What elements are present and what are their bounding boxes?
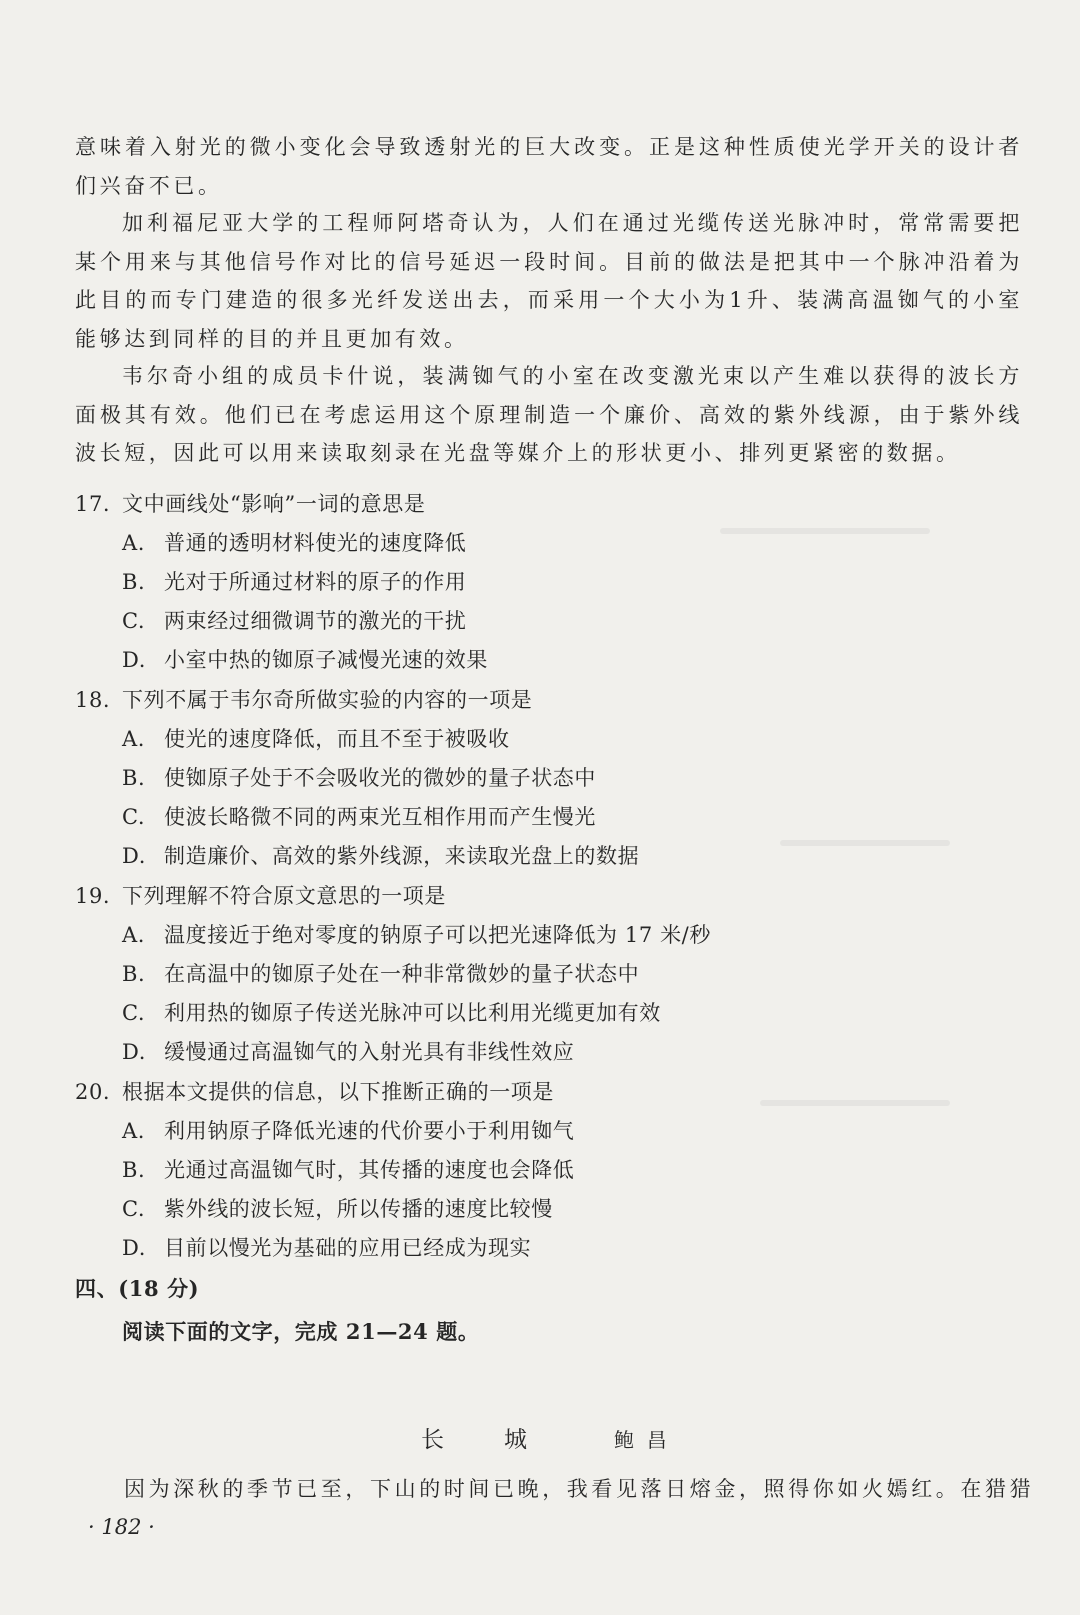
article-author: 鲍 昌 <box>614 1428 667 1452</box>
article-title-char-2: 城 <box>504 1427 527 1453</box>
option-b: B. 光对于所通过材料的原子的作用 <box>122 570 467 594</box>
question-number: 18. <box>75 688 111 712</box>
option-d: D. 目前以慢光为基础的应用已经成为现实 <box>122 1236 532 1260</box>
option-b: B. 光通过高温铷气时，其传播的速度也会降低 <box>122 1158 575 1182</box>
option-d: D. 制造廉价、高效的紫外线源，来读取光盘上的数据 <box>122 844 640 868</box>
question-stem: 文中画线处“影响”一词的意思是 <box>122 492 426 516</box>
passage-paragraph-1: 意味着入射光的微小变化会导致透射光的巨大改变。正是这种性质使光学开关的设计者们兴奋不已。 <box>75 135 1023 198</box>
option-b: B. 在高温中的铷原子处在一种非常微妙的量子状态中 <box>122 962 640 986</box>
page-number: · 182 · <box>88 1515 155 1539</box>
option-a: A. 使光的速度降低，而且不至于被吸收 <box>122 727 510 751</box>
option-c: C. 紫外线的波长短，所以传播的速度比较慢 <box>122 1197 553 1221</box>
question-stem: 下列理解不符合原文意思的一项是 <box>122 884 446 908</box>
option-b: B. 使铷原子处于不会吸收光的微妙的量子状态中 <box>122 766 596 790</box>
bleed-through-mark <box>760 1100 950 1106</box>
section-heading: 四、(18 分) <box>75 1276 200 1301</box>
option-a: A. 利用钠原子降低光速的代价要小于利用铷气 <box>122 1119 575 1143</box>
question-number: 17. <box>75 492 111 516</box>
section-instruction: 阅读下面的文字，完成 21—24 题。 <box>122 1319 480 1344</box>
option-c: C. 两束经过细微调节的激光的干扰 <box>122 609 467 633</box>
article-title-char-1: 长 <box>421 1427 444 1453</box>
passage-paragraph-3: 韦尔奇小组的成员卡什说，装满铷气的小室在改变激光束以产生难以获得的波长方面极其有效。他们已在考虑运用这个原理制造一个廉价、高效的紫外线源，由于紫外线波长短，因此可以用来读取刻录在光盘等媒介上的形状更小、排列更紧密的数据。 <box>75 364 1023 465</box>
bleed-through-mark <box>720 528 930 534</box>
option-c: C. 利用热的铷原子传送光脉冲可以比利用光缆更加有效 <box>122 1001 661 1025</box>
option-a: A. 温度接近于绝对零度的钠原子可以把光速降低为 17 米/秒 <box>122 923 711 947</box>
option-d: D. 缓慢通过高温铷气的入射光具有非线性效应 <box>122 1040 575 1064</box>
passage-paragraph-2: 加利福尼亚大学的工程师阿塔奇认为，人们在通过光缆传送光脉冲时，常常需要把某个用来与其他信号作对比的信号延迟一段时间。目前的做法是把其中一个脉冲沿着为此目的而专门建造的很多光纤发送出去，而采用一个大小为1升、装满高温铷气的小室能够达到同样的目的并且更加有效。 <box>75 211 1023 351</box>
question-number: 19. <box>75 884 111 908</box>
option-c: C. 使波长略微不同的两束光互相作用而产生慢光 <box>122 805 596 829</box>
article-first-line: 因为深秋的季节已至，下山的时间已晚，我看见落日熔金，照得你如火嫣红。在猎猎 <box>124 1477 1035 1501</box>
question-stem: 根据本文提供的信息，以下推断正确的一项是 <box>122 1080 554 1104</box>
question-number: 20. <box>75 1080 111 1104</box>
question-stem: 下列不属于韦尔奇所做实验的内容的一项是 <box>122 688 533 712</box>
option-a: A. 普通的透明材料使光的速度降低 <box>122 531 467 555</box>
bleed-through-mark <box>780 840 950 846</box>
option-d: D. 小室中热的铷原子减慢光速的效果 <box>122 648 488 672</box>
